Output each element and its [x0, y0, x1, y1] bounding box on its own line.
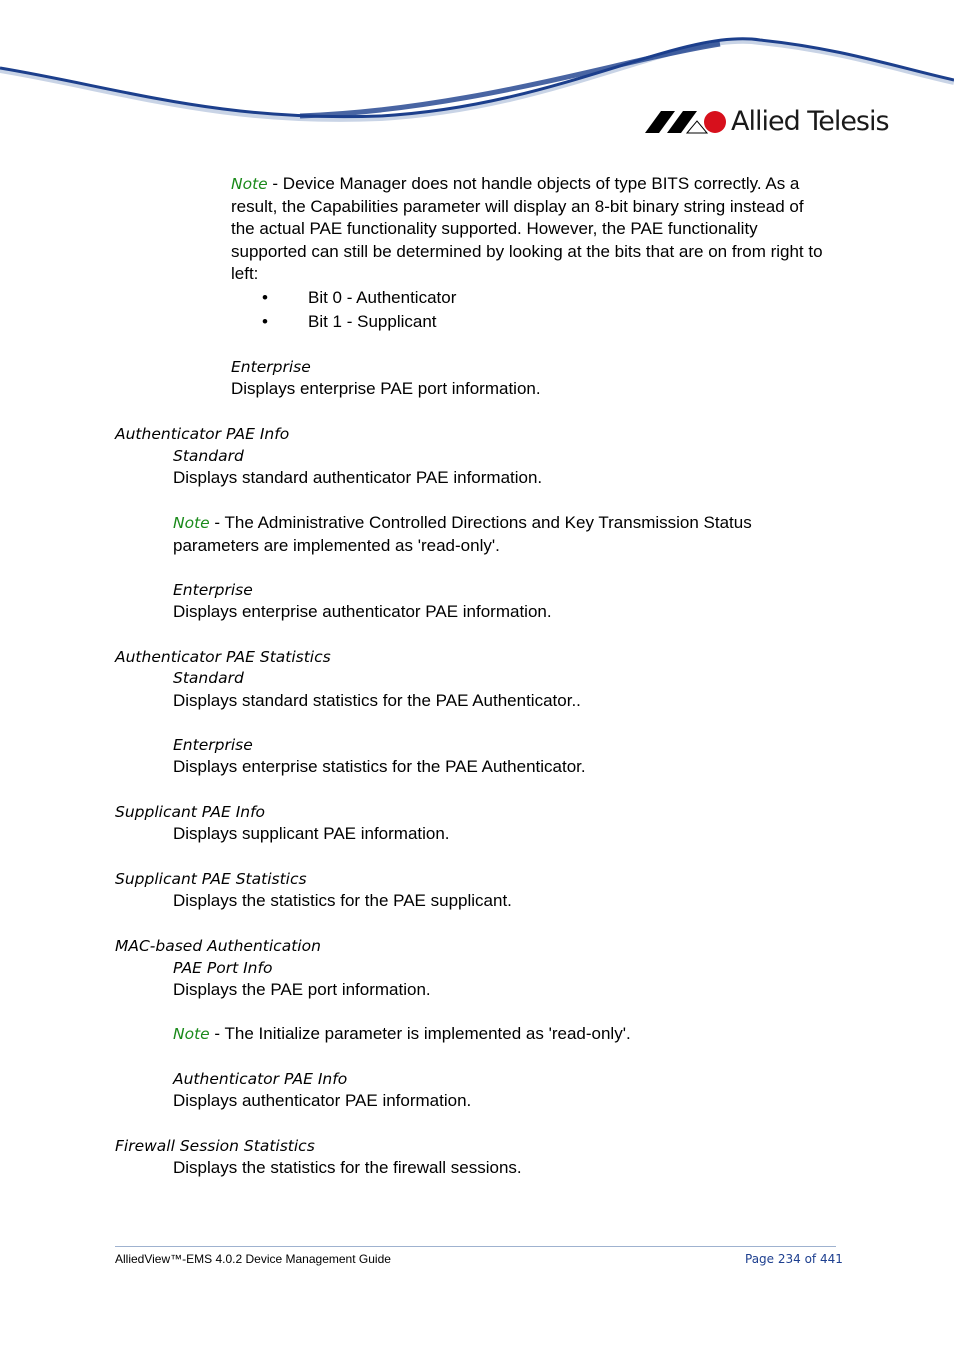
- section-heading-authenticator-pae-statistics: Authenticator PAE Statistics: [115, 648, 331, 666]
- subheading-standard: Standard: [173, 447, 244, 465]
- note-label: Note: [173, 514, 210, 532]
- bullet-icon: •: [262, 312, 268, 331]
- bullet-icon: •: [262, 288, 268, 307]
- list-item-text: Bit 0 - Authenticator: [308, 288, 457, 307]
- description: Displays supplicant PAE information.: [173, 824, 450, 843]
- subheading-pae-port-info: PAE Port Info: [173, 959, 273, 977]
- logo-text: Allied Telesis: [731, 106, 889, 137]
- description: Displays the statistics for the PAE supplicant.: [173, 891, 512, 910]
- footer-page-number: Page 234 of 441: [745, 1252, 843, 1266]
- note-text: - Device Manager does not handle objects of type BITS correctly. As a result, the Capabilities parameter will display an 8-bit binary string instead of the actual PAE functionality supported. However, the PAE functionality supported can still be determined by looking at the bits that are on from right to left:: [231, 174, 823, 283]
- footer-document-title: AlliedView™-EMS 4.0.2 Device Management Guide: [115, 1252, 391, 1266]
- description: Displays standard statistics for the PAE Authenticator..: [173, 691, 581, 710]
- description: Displays enterprise PAE port information.: [231, 379, 541, 398]
- description: Displays authenticator PAE information.: [173, 1091, 472, 1110]
- footer-divider: [115, 1246, 836, 1247]
- subheading-standard: Standard: [173, 669, 244, 687]
- subheading-enterprise: Enterprise: [173, 581, 253, 599]
- section-heading-authenticator-pae-info: Authenticator PAE Info: [115, 425, 290, 443]
- list-item-text: Bit 1 - Supplicant: [308, 312, 437, 331]
- note-paragraph-bits: [231, 173, 831, 286]
- note-label: Note: [231, 175, 268, 193]
- note-text: - The Initialize parameter is implemented as 'read-only'.: [209, 1024, 631, 1043]
- note-label: Note: [173, 1025, 210, 1043]
- description: Displays enterprise authenticator PAE information.: [173, 602, 552, 621]
- section-heading-firewall-session-statistics: Firewall Session Statistics: [115, 1137, 315, 1155]
- description: Displays standard authenticator PAE information.: [173, 468, 543, 487]
- description: Displays the statistics for the firewall sessions.: [173, 1158, 522, 1177]
- note-text: - The Administrative Controlled Directions and Key Transmission Status parameters are implemented as 'read-only'.: [173, 513, 752, 555]
- subheading-authenticator-pae-info: Authenticator PAE Info: [173, 1070, 348, 1088]
- section-heading-supplicant-pae-info: Supplicant PAE Info: [115, 803, 266, 821]
- description: Displays enterprise statistics for the PAE Authenticator.: [173, 757, 586, 776]
- subheading-enterprise: Enterprise: [231, 358, 311, 376]
- description: Displays the PAE port information.: [173, 980, 431, 999]
- note-paragraph-read-only: [173, 512, 803, 557]
- allied-telesis-mark-icon: [645, 109, 727, 135]
- allied-telesis-logo: [645, 108, 889, 135]
- section-heading-mac-based-authentication: MAC-based Authentication: [115, 937, 321, 955]
- note-paragraph-initialize: [173, 1023, 631, 1046]
- section-heading-supplicant-pae-statistics: Supplicant PAE Statistics: [115, 870, 307, 888]
- subheading-enterprise: Enterprise: [173, 736, 253, 754]
